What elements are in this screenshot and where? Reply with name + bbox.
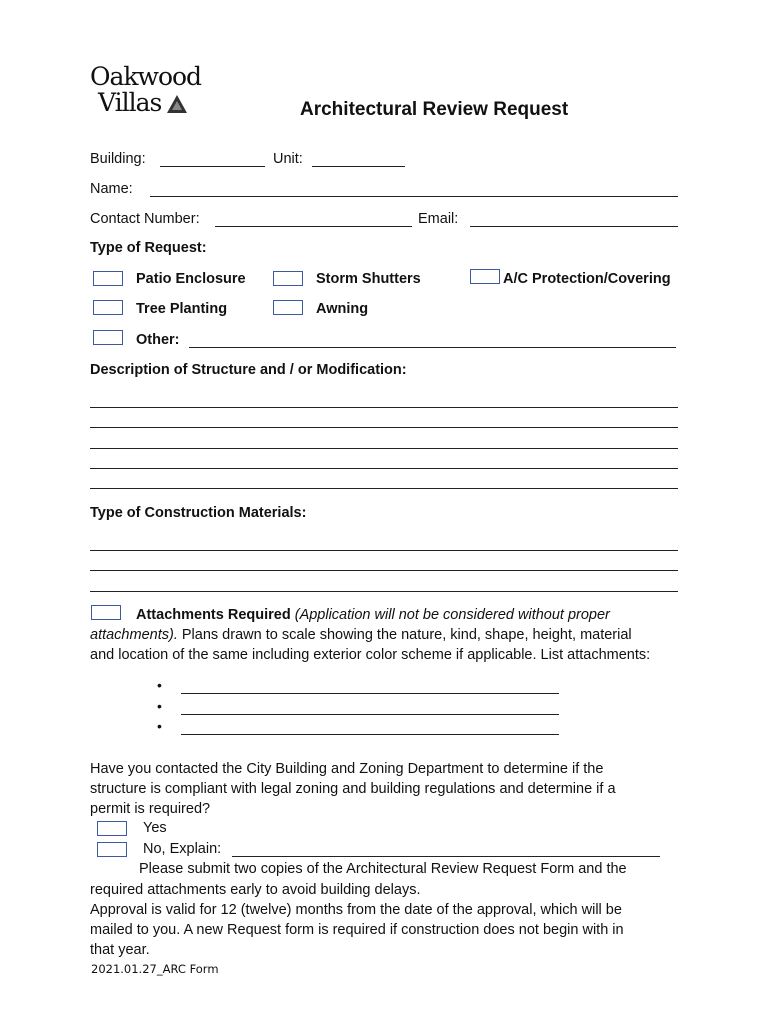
patio-enclosure-label: Patio Enclosure bbox=[136, 271, 246, 287]
materials-line-2[interactable] bbox=[90, 570, 678, 571]
name-label: Name: bbox=[90, 181, 133, 197]
logo-triangle-icon bbox=[166, 94, 188, 114]
attachments-note-a: (Application will not be considered without proper bbox=[294, 607, 610, 623]
closing-paragraph bbox=[90, 880, 690, 960]
description-line-1[interactable] bbox=[90, 407, 678, 408]
page-title: Architectural Review Request bbox=[300, 99, 569, 120]
attachment-line-2[interactable] bbox=[181, 714, 559, 715]
city-question bbox=[90, 759, 690, 819]
attachments-label: Attachments Required bbox=[136, 607, 291, 623]
question-line-2: structure is compliant with legal zoning and building regulations and determine if a bbox=[90, 781, 616, 797]
storm-shutters-label: Storm Shutters bbox=[316, 271, 421, 287]
other-checkbox[interactable] bbox=[93, 330, 123, 345]
email-field[interactable] bbox=[470, 226, 678, 227]
contact-number-field[interactable] bbox=[215, 226, 412, 227]
no-explain-label: No, Explain: bbox=[143, 841, 222, 857]
logo-line-1: Oakwood bbox=[90, 62, 202, 91]
closing-line-1: Please submit two copies of the Architectural Review Request Form and the bbox=[139, 861, 627, 877]
attachments-note-b: attachments). bbox=[90, 627, 178, 643]
yes-label: Yes bbox=[143, 820, 167, 836]
attachments-paragraph bbox=[90, 605, 690, 665]
awning-label: Awning bbox=[316, 301, 369, 317]
closing-line-3: Approval is valid for 12 (twelve) months from the date of the approval, which will be bbox=[90, 902, 622, 918]
attachment-line-1[interactable] bbox=[181, 693, 559, 694]
closing-line-4: mailed to you. A new Request form is required if construction does not begin with in bbox=[90, 922, 624, 938]
question-line-3: permit is required? bbox=[90, 801, 211, 817]
materials-heading: Type of Construction Materials: bbox=[90, 505, 307, 521]
patio-enclosure-checkbox[interactable] bbox=[93, 271, 123, 286]
description-line-5[interactable] bbox=[90, 488, 678, 489]
attachments-text-b: and location of the same including exterior color scheme if applicable. List attachments: bbox=[90, 647, 651, 663]
tree-planting-checkbox[interactable] bbox=[93, 300, 123, 315]
storm-shutters-checkbox[interactable] bbox=[273, 271, 303, 286]
other-label: Other: bbox=[136, 332, 180, 348]
email-label: Email: bbox=[418, 211, 459, 227]
type-of-request-heading: Type of Request: bbox=[90, 240, 207, 256]
tree-planting-label: Tree Planting bbox=[136, 301, 228, 317]
description-line-2[interactable] bbox=[90, 427, 678, 428]
attachments-text-a: Plans drawn to scale showing the nature, kind, shape, height, material bbox=[177, 627, 632, 643]
logo-line-2: Villas bbox=[98, 88, 162, 117]
building-label: Building: bbox=[90, 151, 146, 167]
ac-protection-checkbox[interactable] bbox=[470, 269, 500, 284]
attachment-bullet-3: • bbox=[157, 718, 162, 734]
name-field[interactable] bbox=[150, 196, 678, 197]
no-explain-field[interactable] bbox=[232, 856, 660, 857]
description-heading: Description of Structure and / or Modification: bbox=[90, 362, 407, 378]
attachment-line-3[interactable] bbox=[181, 734, 559, 735]
unit-label: Unit: bbox=[273, 151, 303, 167]
materials-line-1[interactable] bbox=[90, 550, 678, 551]
awning-checkbox[interactable] bbox=[273, 300, 303, 315]
building-field[interactable] bbox=[160, 166, 265, 167]
logo bbox=[90, 60, 200, 120]
ac-protection-label: A/C Protection/Covering bbox=[503, 271, 671, 287]
yes-checkbox[interactable] bbox=[97, 821, 127, 836]
form-footer: 2021.01.27_ARC Form bbox=[91, 962, 219, 976]
closing-line-2: required attachments early to avoid building delays. bbox=[90, 882, 421, 898]
no-checkbox[interactable] bbox=[97, 842, 127, 857]
contact-number-label: Contact Number: bbox=[90, 211, 200, 227]
question-line-1: Have you contacted the City Building and Zoning Department to determine if the bbox=[90, 761, 604, 777]
other-field[interactable] bbox=[189, 347, 676, 348]
description-line-4[interactable] bbox=[90, 468, 678, 469]
description-line-3[interactable] bbox=[90, 448, 678, 449]
materials-line-3[interactable] bbox=[90, 591, 678, 592]
attachment-bullet-2: • bbox=[157, 698, 162, 714]
closing-line-5: that year. bbox=[90, 942, 150, 958]
unit-field[interactable] bbox=[312, 166, 405, 167]
attachment-bullet-1: • bbox=[157, 677, 162, 693]
